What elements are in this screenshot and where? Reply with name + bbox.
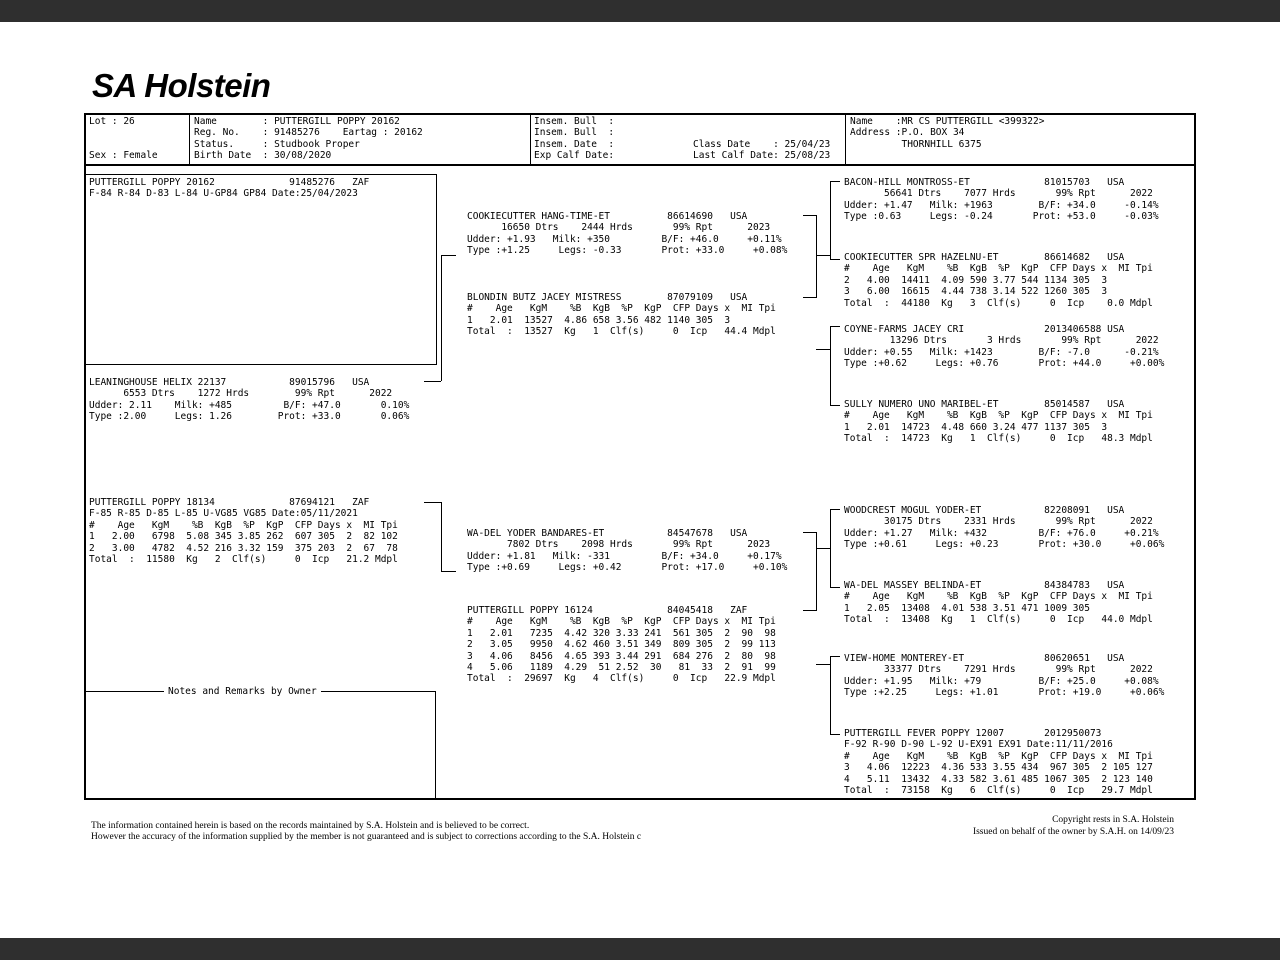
sss-record: BACON-HILL MONTROSS-ET 81015703 USA 56641 Dtrs 7077 Hrds 99% Rpt 2022 Udder: +1.47 Milk: +1963 B/F: +34.0 -0.14% Type :0.63 Legs: -0.24 Prot: +53.0 -0.03% xyxy=(844,177,1159,223)
insemination-details: Insem. Bull : Insem. Bull : Insem. Date : Exp Calf Date: xyxy=(534,116,615,162)
bracket xyxy=(830,509,831,588)
disclaimer-clip xyxy=(91,831,819,841)
dss-record: WOODCREST MOGUL YODER-ET 82208091 USA 30175 Dtrs 2331 Hrds 99% Rpt 2022 Udder: +1.27 Milk: +432 B/F: +76.0 +0.21% Type :+0.61 Legs: +0.23 Prot: +30.0 +0.06% xyxy=(844,505,1165,551)
owner-details: Name :MR CS PUTTERGILL <399322> Address :P.O. BOX 34 THORNHILL 6375 xyxy=(850,116,1045,150)
connector xyxy=(803,610,816,611)
copyright-text: Copyright rests in S.A. Holstein xyxy=(1052,815,1174,825)
connector xyxy=(424,502,441,503)
bracket xyxy=(830,656,831,735)
animal-box-right xyxy=(436,174,437,365)
sire-dam-record: BLONDIN BUTZ JACEY MISTRESS 87079109 USA # Age KgM %B KgB %P KgP CFP Days x MI Tpi 1 2.01 13527 4.86 658 3.56 482 1140 305 3 Total : 13527 Kg 1 Clf(s) 0 Icp 44.4 Mdpl xyxy=(467,292,776,338)
dam-sire-record: WA-DEL YODER BANDARES-ET 84547678 USA 7802 Dtrs 2098 Hrds 99% Rpt 2023 Udder: +1.81 Milk: -331 B/F: +34.0 +0.17% Type :+0.69 Legs: +0.42 Prot: +17.0 +0.10% xyxy=(467,528,788,574)
connector xyxy=(441,255,456,256)
connector xyxy=(816,532,817,611)
connector xyxy=(803,297,816,298)
dsd-record: WA-DEL MASSEY BELINDA-ET 84384783 USA # Age KgM %B KgB %P KgP CFP Days x MI Tpi 1 2.05 13408 4.01 538 3.51 471 1009 305 Total : 13408 Kg 1 Clf(s) 0 Icp 44.0 Mdpl xyxy=(844,580,1153,626)
bracket xyxy=(830,181,831,260)
ssd-record: COOKIECUTTER SPR HAZELNU-ET 86614682 USA # Age KgM %B KgB %P KgP CFP Days x MI Tpi 2 4.00 14411 4.09 590 3.77 544 1134 305 3 3 6.00 16615 4.44 738 3.14 522 1260 305 3 Total : 44180 Kg 3 Clf(s) 0 Icp 0.0 Mdpl xyxy=(844,252,1153,309)
issued-text: Issued on behalf of the owner by S.A.H. on 14/09/23 xyxy=(972,827,1174,837)
connector xyxy=(816,664,830,665)
lot-number: Lot : 26 xyxy=(89,116,135,127)
disclaimer-line-2: However the accuracy of the information supplied by the member is not guaranteed and is subject to corrections according to the S.A. Holstein c xyxy=(91,832,642,841)
connector xyxy=(803,532,816,533)
bracket xyxy=(830,259,840,260)
bracket xyxy=(830,326,831,406)
connector xyxy=(816,215,817,298)
animal-box-top xyxy=(86,174,436,175)
header-divider-3 xyxy=(845,113,846,165)
dds-record: VIEW-HOME MONTEREY-ET 80620651 USA 33377 Dtrs 7291 Hrds 99% Rpt 2022 Udder: +1.95 Milk: +79 B/F: +25.0 +0.08% Type :+2.25 Legs: +1.01 Prot: +19.0 +0.06% xyxy=(844,653,1165,699)
disclaimer-line-1: The information contained herein is based on the records maintained by S.A. Holstein and is believed to be correct. xyxy=(91,821,530,831)
bracket xyxy=(830,509,840,510)
connector xyxy=(424,381,441,382)
class-calf-dates: Class Date : 25/04/23 Last Calf Date: 25/08/23 xyxy=(693,139,831,162)
sire-sire-record: COOKIECUTTER HANG-TIME-ET 86614690 USA 16650 Dtrs 2444 Hrds 99% Rpt 2023 Udder: +1.93 Milk: +350 B/F: +46.0 +0.11% Type :+1.25 Legs: -0.33 Prot: +33.0 +0.08% xyxy=(467,211,788,257)
connector xyxy=(816,548,830,549)
bottom-bar xyxy=(0,938,1280,960)
bracket xyxy=(830,181,840,182)
animal-details: Name : PUTTERGILL POPPY 20162 Reg. No. : 91485276 Eartag : 20162 Status. : Studbook Proper Birth Date : 30/08/2020 xyxy=(194,116,423,162)
sire-record: LEANINGHOUSE HELIX 22137 89015796 USA 6553 Dtrs 1272 Hrds 99% Rpt 2022 Udder: 2.11 Milk: +485 B/F: +47.0 0.10% Type :2.00 Legs: 1.26 Prot: +33.0 0.06% xyxy=(89,377,410,423)
bracket xyxy=(830,656,840,657)
top-bar xyxy=(0,0,1280,22)
connector xyxy=(816,255,830,256)
animal-record: PUTTERGILL POPPY 20162 91485276 ZAF F-84 R-84 D-83 L-84 U-GP84 GP84 Date:25/04/2023 xyxy=(89,177,370,200)
dam-dam-record: PUTTERGILL POPPY 16124 84045418 ZAF # Age KgM %B KgB %P KgP CFP Days x MI Tpi 1 2.01 7235 4.42 320 3.33 241 561 305 2 90 98 2 3.05 9950 4.62 460 3.51 349 809 305 2 99 113 3 4.06 8456 4.65 393 3.44 291 684 276 2 80 98 4 5.06 1189 4.29 51 2.52 30 81 33 2 91 99 Total : 29697 Kg 4 Clf(s) 0 Icp 22.9 Mdpl xyxy=(467,605,776,685)
connector xyxy=(803,215,816,216)
bracket xyxy=(830,587,840,588)
header-divider-2 xyxy=(530,113,531,165)
notes-box-right xyxy=(435,691,436,799)
bracket xyxy=(830,326,840,327)
bracket xyxy=(830,734,840,735)
bracket xyxy=(830,405,840,406)
connector xyxy=(816,349,830,350)
dam-record: PUTTERGILL POPPY 18134 87694121 ZAF F-85 R-85 D-85 L-85 U-VG85 VG85 Date:05/11/2021 # Age KgM %B KgB %P KgP CFP Days x MI Tpi 1 2.00 6798 5.08 345 3.85 262 607 305 2 82 102 2 3.00 4782 4.52 216 3.32 159 375 203 2 67 78 Total : 11580 Kg 2 Clf(s) 0 Icp 21.2 Mdpl xyxy=(89,497,398,566)
sds-record: COYNE-FARMS JACEY CRI 2013406588 USA 13296 Dtrs 3 Hrds 99% Rpt 2022 Udder: +0.55 Milk: +1423 B/F: -7.0 -0.21% Type :+0.62 Legs: +0.76 Prot: +44.0 +0.00% xyxy=(844,324,1165,370)
animal-sex: Sex : Female xyxy=(89,150,158,161)
sdd-record: SULLY NUMERO UNO MARIBEL-ET 85014587 USA # Age KgM %B KgB %P KgP CFP Days x MI Tpi 1 2.01 14723 4.48 660 3.24 477 1137 305 3 Total : 14723 Kg 1 Clf(s) 0 Icp 48.3 Mdpl xyxy=(844,399,1153,445)
notes-label: Notes and Remarks by Owner xyxy=(164,686,321,697)
ddd-record: PUTTERGILL FEVER POPPY 12007 2012950073 F-92 R-90 D-90 L-92 U-EX91 EX91 Date:11/11/2016 # Age KgM %B KgB %P KgP CFP Days x MI Tpi 3 4.06 12223 4.36 533 3.55 434 967 305 2 105 127 4 5.11 13432 4.33 582 3.61 485 1067 305 2 123 140 Total : 73158 Kg 6 Clf(s) 0 Icp 29.7 Mdpl xyxy=(844,728,1153,797)
header-bottom-line xyxy=(84,164,1196,166)
animal-box-bottom xyxy=(86,364,437,365)
header-divider-1 xyxy=(189,113,190,165)
connector xyxy=(441,255,442,381)
page-title: SA Holstein xyxy=(92,67,271,104)
connector xyxy=(441,502,442,572)
connector xyxy=(441,571,456,572)
